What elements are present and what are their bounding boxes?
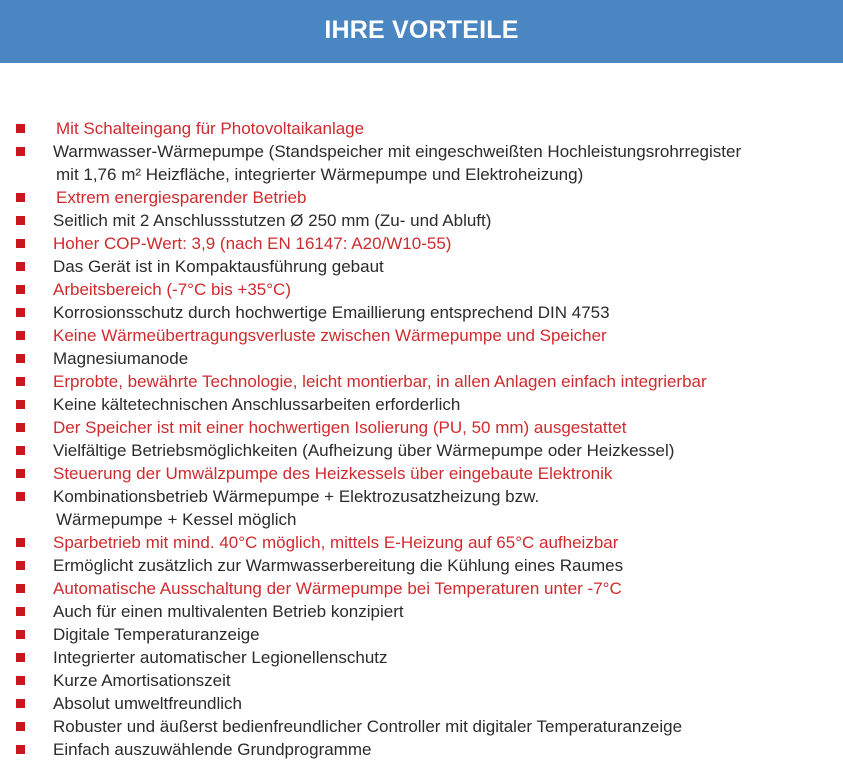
benefits-list: [0, 117, 843, 761]
square-bullet-icon: [16, 676, 25, 685]
list-item: [0, 577, 843, 600]
list-item-text: Ermöglicht zusätzlich zur Warmwasserbereitung die Kühlung eines Raumes: [53, 556, 624, 575]
list-item-text: Sparbetrieb mit mind. 40°C möglich, mittels E-Heizung auf 65°C aufheizbar: [53, 533, 619, 552]
page-title: IHRE VORTEILE: [324, 16, 519, 44]
list-item: [0, 117, 843, 140]
square-bullet-icon: [16, 354, 25, 363]
list-item-text-continued: mit 1,76 m² Heizfläche, integrierter Wärmepumpe und Elektroheizung): [56, 165, 584, 184]
list-item-text: Auch für einen multivalenten Betrieb konzipiert: [53, 602, 404, 621]
list-item-text: Erprobte, bewährte Technologie, leicht montierbar, in allen Anlagen einfach integrierbar: [53, 372, 707, 391]
square-bullet-icon: [16, 124, 25, 133]
square-bullet-icon: [16, 446, 25, 455]
square-bullet-icon: [16, 377, 25, 386]
square-bullet-icon: [16, 492, 25, 501]
square-bullet-icon: [16, 216, 25, 225]
list-item: [0, 393, 843, 416]
list-item: [0, 439, 843, 462]
square-bullet-icon: [16, 193, 25, 202]
square-bullet-icon: [16, 262, 25, 271]
square-bullet-icon: [16, 607, 25, 616]
header-banner: [0, 0, 843, 63]
square-bullet-icon: [16, 584, 25, 593]
list-item: [0, 324, 843, 347]
list-item: [0, 692, 843, 715]
list-item-text: Einfach auszuwählende Grundprogramme: [53, 740, 372, 759]
list-item-text: Keine Wärmeübertragungsverluste zwischen Wärmepumpe und Speicher: [53, 326, 607, 345]
list-item-text: Das Gerät ist in Kompaktausführung gebaut: [53, 257, 384, 276]
list-item-text: Kombinationsbetrieb Wärmepumpe + Elektrozusatzheizung bzw.: [53, 487, 540, 506]
list-item: [0, 462, 843, 485]
list-item-text: Integrierter automatischer Legionellenschutz: [53, 648, 388, 667]
list-item: [0, 301, 843, 324]
list-item-text: Absolut umweltfreundlich: [53, 694, 242, 713]
list-item: [0, 416, 843, 439]
list-item: [0, 600, 843, 623]
list-item: [0, 715, 843, 738]
list-item-text: Steuerung der Umwälzpumpe des Heizkessels über eingebaute Elektronik: [53, 464, 613, 483]
list-item: [0, 255, 843, 278]
square-bullet-icon: [16, 239, 25, 248]
square-bullet-icon: [16, 147, 25, 156]
square-bullet-icon: [16, 400, 25, 409]
list-item: [0, 140, 843, 186]
list-item-text: Der Speicher ist mit einer hochwertigen Isolierung (PU, 50 mm) ausgestattet: [53, 418, 627, 437]
list-item: [0, 209, 843, 232]
list-item-text-continued: Wärmepumpe + Kessel möglich: [56, 510, 297, 529]
list-item: [0, 623, 843, 646]
list-item-text: Digitale Temperaturanzeige: [53, 625, 260, 644]
list-item-text: Arbeitsbereich (-7°C bis +35°C): [53, 280, 291, 299]
list-item: [0, 370, 843, 393]
square-bullet-icon: [16, 722, 25, 731]
list-item-text: Keine kältetechnischen Anschlussarbeiten erforderlich: [53, 395, 461, 414]
list-item-text: Kurze Amortisationszeit: [53, 671, 231, 690]
list-item: [0, 347, 843, 370]
list-item-text: Korrosionsschutz durch hochwertige Emaillierung entsprechend DIN 4753: [53, 303, 610, 322]
square-bullet-icon: [16, 308, 25, 317]
square-bullet-icon: [16, 653, 25, 662]
square-bullet-icon: [16, 538, 25, 547]
square-bullet-icon: [16, 469, 25, 478]
list-item-text: Hoher COP-Wert: 3,9 (nach EN 16147: A20/W10-55): [53, 234, 452, 253]
list-item-text: Vielfältige Betriebsmöglichkeiten (Aufheizung über Wärmepumpe oder Heizkessel): [53, 441, 675, 460]
square-bullet-icon: [16, 745, 25, 754]
list-item-text: Warmwasser-Wärmepumpe (Standspeicher mit eingeschweißten Hochleistungsrohrregister: [53, 142, 742, 161]
square-bullet-icon: [16, 630, 25, 639]
list-item-text: Magnesiumanode: [53, 349, 189, 368]
list-item: [0, 232, 843, 255]
list-item: [0, 738, 843, 761]
list-item: [0, 531, 843, 554]
list-item-text: Automatische Ausschaltung der Wärmepumpe bei Temperaturen unter -7°C: [53, 579, 622, 598]
square-bullet-icon: [16, 423, 25, 432]
list-item: [0, 669, 843, 692]
square-bullet-icon: [16, 285, 25, 294]
square-bullet-icon: [16, 561, 25, 570]
list-item: [0, 485, 843, 531]
list-item: [0, 554, 843, 577]
list-item: [0, 186, 843, 209]
list-item-text: Seitlich mit 2 Anschlussstutzen Ø 250 mm (Zu- und Abluft): [53, 211, 492, 230]
list-item: [0, 278, 843, 301]
square-bullet-icon: [16, 331, 25, 340]
list-item-text: Extrem energiesparender Betrieb: [56, 188, 307, 207]
square-bullet-icon: [16, 699, 25, 708]
list-item-text: Robuster und äußerst bedienfreundlicher Controller mit digitaler Temperaturanzeige: [53, 717, 683, 736]
list-item: [0, 646, 843, 669]
list-item-text: Mit Schalteingang für Photovoltaikanlage: [56, 119, 365, 138]
